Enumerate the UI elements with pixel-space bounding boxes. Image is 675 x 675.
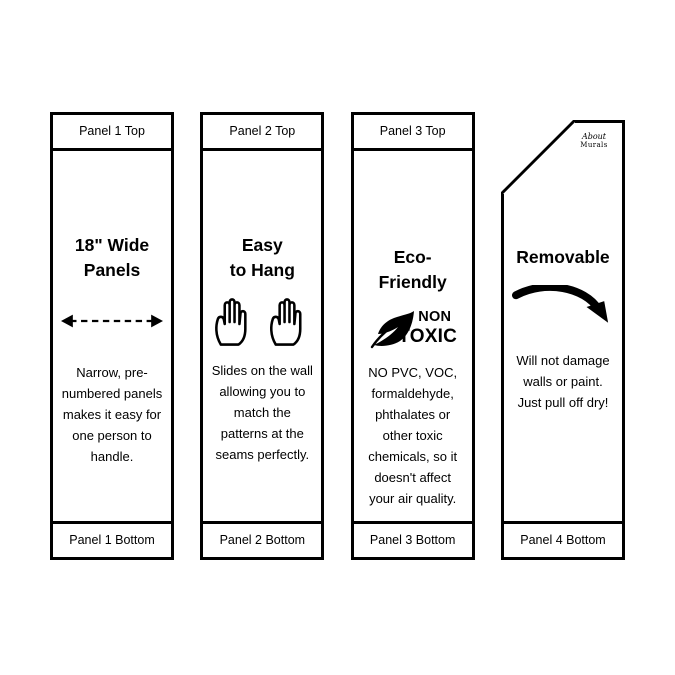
panel-4-headline-line1: Removable	[516, 247, 610, 267]
brand-logo-line1: About	[581, 132, 607, 142]
panel-1-headline-line1: 18" Wide	[74, 235, 150, 255]
panel-2-header: Panel 2 Top	[203, 115, 321, 151]
panel-1	[50, 112, 174, 560]
panel-2-headline-line1: Easy	[241, 235, 283, 255]
brand-logo-line2: Murals	[580, 140, 608, 149]
panel-3-headline	[362, 245, 464, 296]
panel-2-footer: Panel 2 Bottom	[203, 521, 321, 557]
panel-3-footer: Panel 3 Bottom	[354, 521, 472, 557]
panel-1-header: Panel 1 Top	[53, 115, 171, 151]
panel-4-headline	[516, 245, 609, 270]
panel-3-body-text: NO PVC, VOC, formaldehyde, phthalates or other toxic chemicals, so it doesn't affect your air quality.	[368, 364, 458, 507]
badge-non: NON	[418, 309, 452, 325]
panel-3-header: Panel 3 Top	[354, 115, 472, 151]
panel-3-headline-line1: Eco-Friendly	[378, 247, 447, 293]
panel-1-headline-line2: Panels	[83, 260, 141, 281]
panel-group	[50, 112, 625, 560]
panel-4-body-text: Will not damage walls or paint. Just pull off dry!	[516, 353, 610, 411]
non-toxic-leaf-icon	[362, 296, 464, 360]
panel-1-body	[53, 151, 171, 521]
panel-2-headline	[230, 233, 295, 284]
panel-4-body	[504, 159, 622, 521]
panel-3	[351, 112, 475, 560]
panel-2	[200, 112, 324, 560]
panel-4	[501, 120, 625, 560]
panel-2-headline-line2: to Hang	[229, 260, 295, 281]
curved-arrow-peel-icon	[512, 278, 614, 338]
double-arrow-width-icon	[61, 290, 163, 352]
panel-1-body-text: Narrow, pre-numbered panels makes it easy for one person to handle.	[61, 364, 163, 464]
panel-2-body-text: Slides on the wall allowing you to match the patterns at the seams perfectly.	[211, 362, 313, 462]
badge-toxic: TOXIC	[398, 325, 458, 347]
two-hands-icon	[211, 290, 313, 352]
brand-logo	[570, 127, 618, 155]
panel-1-footer: Panel 1 Bottom	[53, 521, 171, 557]
panel-4-footer: Panel 4 Bottom	[504, 521, 622, 557]
panel-1-headline	[75, 233, 149, 284]
panel-3-body	[354, 151, 472, 521]
panel-2-body	[203, 151, 321, 521]
